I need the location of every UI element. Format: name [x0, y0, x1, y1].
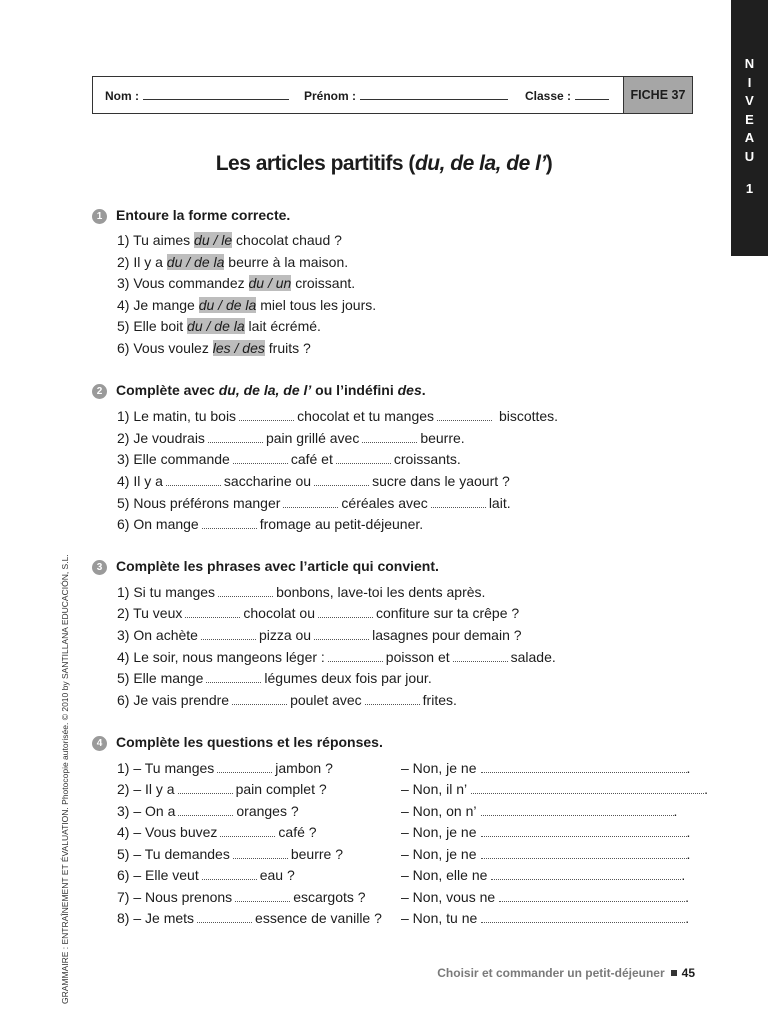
answer-blank[interactable] — [233, 452, 288, 464]
ex1-item — [117, 232, 342, 248]
niveau-letter: N — [744, 56, 755, 71]
choice-option[interactable]: du / de la — [187, 318, 245, 334]
answer-period: . — [686, 824, 691, 840]
answer-blank[interactable] — [318, 606, 373, 618]
item-text: beurre à la maison. — [224, 254, 349, 270]
instruction-italic: des — [397, 382, 422, 398]
nom-line[interactable] — [143, 89, 289, 100]
answer-blank[interactable] — [499, 890, 685, 902]
question-text: 2) – Il y a — [117, 781, 175, 797]
ex1-item — [117, 340, 311, 356]
ex4-answer — [401, 824, 690, 840]
answer-blank[interactable] — [178, 782, 233, 794]
ex4-question — [117, 867, 295, 883]
question-text: 1) – Tu manges — [117, 760, 215, 776]
ex3-item — [117, 605, 519, 621]
item-text: 6) Vous voulez — [117, 340, 213, 356]
answer-blank[interactable] — [437, 409, 492, 421]
ex4-question — [117, 824, 317, 840]
item-text: chocolat et tu manges — [297, 408, 435, 424]
answer-blank[interactable] — [328, 650, 383, 662]
answer-blank[interactable] — [218, 585, 273, 597]
answer-blank[interactable] — [481, 911, 685, 923]
item-text: pain grillé avec — [265, 430, 360, 446]
item-text: café et — [290, 451, 333, 467]
question-text: 8) – Je mets — [117, 910, 195, 926]
answer-period: . — [686, 760, 691, 776]
item-text: 2) Tu veux — [117, 605, 183, 621]
item-text: croissants. — [393, 451, 461, 467]
item-text: 6) Je vais prendre — [117, 692, 230, 708]
ex4-answer — [401, 910, 689, 926]
answer-blank[interactable] — [481, 825, 687, 837]
niveau-letter: E — [745, 111, 754, 127]
item-text: 4) Il y a — [117, 473, 163, 489]
nom-label: Nom : — [105, 89, 139, 103]
answer-blank[interactable] — [453, 650, 508, 662]
niveau-letter: A — [744, 130, 755, 145]
item-text: frites. — [422, 692, 457, 708]
ex1-item — [117, 275, 355, 291]
question-text: jambon ? — [275, 760, 333, 776]
answer-blank[interactable] — [202, 868, 257, 880]
item-text: 1) Le matin, tu bois — [117, 408, 237, 424]
ex2-item — [117, 430, 465, 446]
item-text: lait écrémé. — [244, 318, 321, 334]
question-text: essence de vanille ? — [255, 910, 382, 926]
item-text: bonbons, lave-toi les dents après. — [276, 584, 486, 600]
question-text: café ? — [278, 824, 317, 840]
item-text: 2) Il y a — [117, 254, 167, 270]
exercise-4-instruction: Complète les questions et les réponses. — [116, 734, 383, 750]
answer-text: – Non, tu ne — [401, 910, 478, 926]
nom-field[interactable] — [105, 89, 289, 103]
answer-text: – Non, je ne — [401, 760, 477, 776]
title-italic: du, de la, de l’ — [414, 152, 546, 175]
item-text: 6) On mange — [117, 516, 199, 532]
ex4-answer — [401, 889, 689, 905]
classe-line[interactable] — [575, 89, 609, 100]
item-text: biscottes. — [498, 408, 559, 424]
item-text: 5) Nous préférons manger — [117, 495, 281, 511]
answer-period: . — [686, 846, 691, 862]
answer-blank[interactable] — [314, 474, 369, 486]
choice-option[interactable]: du / le — [194, 232, 233, 248]
ex4-question — [117, 760, 333, 776]
answer-blank[interactable] — [481, 804, 674, 816]
question-text: pain complet ? — [235, 781, 327, 797]
ex4-answer — [401, 781, 708, 797]
answer-period: . — [685, 910, 690, 926]
item-text: pizza ou — [258, 627, 312, 643]
answer-blank[interactable] — [481, 847, 687, 859]
question-text: 3) – On a — [117, 803, 176, 819]
item-text: 2) Je voudrais — [117, 430, 205, 446]
item-text: 5) Elle mange — [117, 670, 204, 686]
answer-text: – Non, on n’ — [401, 803, 477, 819]
answer-blank[interactable] — [166, 474, 221, 486]
choice-option[interactable]: du / un — [248, 275, 292, 291]
footer-text: Choisir et commander un petit-déjeuner — [437, 966, 665, 980]
ex3-item — [117, 627, 522, 643]
niveau-tab — [731, 0, 768, 256]
answer-blank[interactable] — [431, 496, 486, 508]
answer-period: . — [704, 781, 709, 797]
ex3-item — [117, 670, 432, 686]
ex4-answer — [401, 867, 685, 883]
item-text: chocolat ou — [243, 605, 315, 621]
classe-field[interactable] — [525, 89, 609, 103]
ex4-answer — [401, 846, 690, 862]
item-text: poisson et — [385, 649, 450, 665]
niveau-letter: I — [747, 74, 752, 90]
answer-blank[interactable] — [178, 804, 233, 816]
ex2-item — [117, 495, 511, 511]
answer-period: . — [685, 889, 690, 905]
item-text: poulet avec — [290, 692, 362, 708]
item-text: croissant. — [291, 275, 356, 291]
prenom-line[interactable] — [360, 89, 508, 100]
answer-blank[interactable] — [232, 693, 287, 705]
question-text: 5) – Tu demandes — [117, 846, 230, 862]
ex1-item — [117, 318, 321, 334]
ex4-question — [117, 846, 343, 862]
item-text: 5) Elle boit — [117, 318, 188, 334]
ex4-question — [117, 781, 327, 797]
ex4-question — [117, 803, 299, 819]
exercise-number-badge: 3 — [92, 560, 107, 575]
exercise-number-badge: 2 — [92, 384, 107, 399]
answer-blank[interactable] — [217, 761, 272, 773]
ex2-item — [117, 516, 423, 532]
page-number: 45 — [681, 966, 695, 980]
ex4-answer — [401, 760, 690, 776]
item-text: salade. — [510, 649, 556, 665]
choice-option[interactable]: du / de la — [198, 297, 257, 313]
exercise-3-heading — [92, 558, 439, 575]
answer-blank[interactable] — [233, 847, 288, 859]
answer-blank[interactable] — [336, 452, 391, 464]
answer-blank[interactable] — [201, 628, 256, 640]
answer-blank[interactable] — [197, 911, 252, 923]
question-text: oranges ? — [236, 803, 299, 819]
item-text: chocolat chaud ? — [232, 232, 342, 248]
ex2-item — [117, 473, 510, 489]
answer-blank[interactable] — [185, 606, 240, 618]
answer-text: – Non, je ne — [401, 824, 477, 840]
ex4-answer — [401, 803, 677, 819]
ex1-item — [117, 254, 348, 270]
exercise-1-instruction: Entoure la forme correcte. — [116, 207, 291, 223]
exercise-2-heading — [92, 382, 426, 399]
answer-text: – Non, elle ne — [401, 867, 488, 883]
niveau-letter: U — [744, 148, 755, 164]
instruction-text: . — [421, 382, 426, 398]
answer-blank[interactable] — [220, 825, 275, 837]
question-text: 4) – Vous buvez — [117, 824, 218, 840]
answer-blank[interactable] — [283, 496, 338, 508]
instruction-text: Complète avec — [116, 382, 219, 398]
answer-blank[interactable] — [491, 868, 681, 880]
answer-blank[interactable] — [362, 431, 417, 443]
question-text: beurre ? — [290, 846, 344, 862]
choice-option[interactable]: les / des — [212, 340, 265, 356]
square-bullet-icon — [671, 970, 677, 976]
item-text: céréales avec — [341, 495, 428, 511]
ex2-item — [117, 451, 461, 467]
niveau-letter: V — [745, 93, 754, 108]
answer-text: – Non, je ne — [401, 846, 477, 862]
ex3-item — [117, 584, 485, 600]
item-text: fromage au petit-déjeuner. — [259, 516, 424, 532]
title-main: Les articles partitifs ( — [215, 152, 415, 175]
item-text: légumes deux fois par jour. — [264, 670, 432, 686]
item-text: 3) On achète — [117, 627, 198, 643]
instruction-text: ou l’indéfini — [311, 382, 398, 398]
question-text: 6) – Elle veut — [117, 867, 199, 883]
ex2-item — [117, 408, 558, 424]
niveau-letters — [731, 55, 768, 166]
ex4-question — [117, 910, 382, 926]
exercise-number-badge: 4 — [92, 736, 107, 751]
page-title — [0, 152, 768, 176]
item-text: confiture sur ta crêpe ? — [375, 605, 520, 621]
copyright-side-text: GRAMMAIRE : ENTRAÎNEMENT ET ÉVALUATION. Photocopie autorisée. © 2010 by SANTILLANA EDUCACIÓN, S.L. — [60, 554, 70, 1004]
fiche-label: FICHE 37 — [623, 77, 692, 113]
answer-text: – Non, vous ne — [401, 889, 496, 905]
item-text: 4) Le soir, nous mangeons léger : — [117, 649, 325, 665]
item-text: 3) Vous commandez — [117, 275, 249, 291]
ex1-item — [117, 297, 376, 313]
prenom-field[interactable] — [304, 89, 508, 103]
answer-period: . — [673, 803, 678, 819]
item-text: 1) Si tu manges — [117, 584, 216, 600]
exercise-3-instruction: Complète les phrases avec l’article qui convient. — [116, 558, 439, 574]
item-text: sucre dans le yaourt ? — [372, 473, 510, 489]
answer-blank[interactable] — [365, 693, 420, 705]
answer-blank[interactable] — [235, 890, 290, 902]
niveau-number: 1 — [745, 181, 754, 196]
question-text: escargots ? — [293, 889, 366, 905]
item-text: saccharine ou — [223, 473, 312, 489]
title-end: ) — [545, 152, 553, 175]
header-box — [92, 76, 693, 114]
exercise-number-badge: 1 — [92, 209, 107, 224]
page-footer — [437, 966, 695, 980]
classe-label: Classe : — [525, 89, 572, 103]
choice-option[interactable]: du / de la — [166, 254, 225, 270]
answer-blank[interactable] — [208, 431, 263, 443]
answer-period: . — [681, 867, 686, 883]
item-text: 1) Tu aimes — [117, 232, 195, 248]
answer-blank[interactable] — [481, 761, 687, 773]
item-text: lait. — [488, 495, 511, 511]
prenom-label: Prénom : — [304, 89, 357, 103]
answer-blank[interactable] — [471, 782, 704, 794]
question-text: eau ? — [259, 867, 295, 883]
item-text: 4) Je mange — [117, 297, 199, 313]
ex4-question — [117, 889, 366, 905]
item-text: 3) Elle commande — [117, 451, 230, 467]
exercise-4-heading — [92, 734, 383, 751]
item-text: beurre. — [420, 430, 465, 446]
ex3-item — [117, 649, 556, 665]
item-text: fruits ? — [264, 340, 311, 356]
item-text: miel tous les jours. — [256, 297, 377, 313]
answer-blank[interactable] — [239, 409, 294, 421]
exercise-1-heading — [92, 207, 290, 224]
answer-text: – Non, il n’ — [401, 781, 468, 797]
answer-blank[interactable] — [206, 671, 261, 683]
answer-blank[interactable] — [314, 628, 369, 640]
question-text: 7) – Nous prenons — [117, 889, 233, 905]
ex3-item — [117, 692, 457, 708]
instruction-italic: du, de la, de l’ — [218, 382, 312, 398]
item-text: lasagnes pour demain ? — [372, 627, 522, 643]
answer-blank[interactable] — [202, 517, 257, 529]
